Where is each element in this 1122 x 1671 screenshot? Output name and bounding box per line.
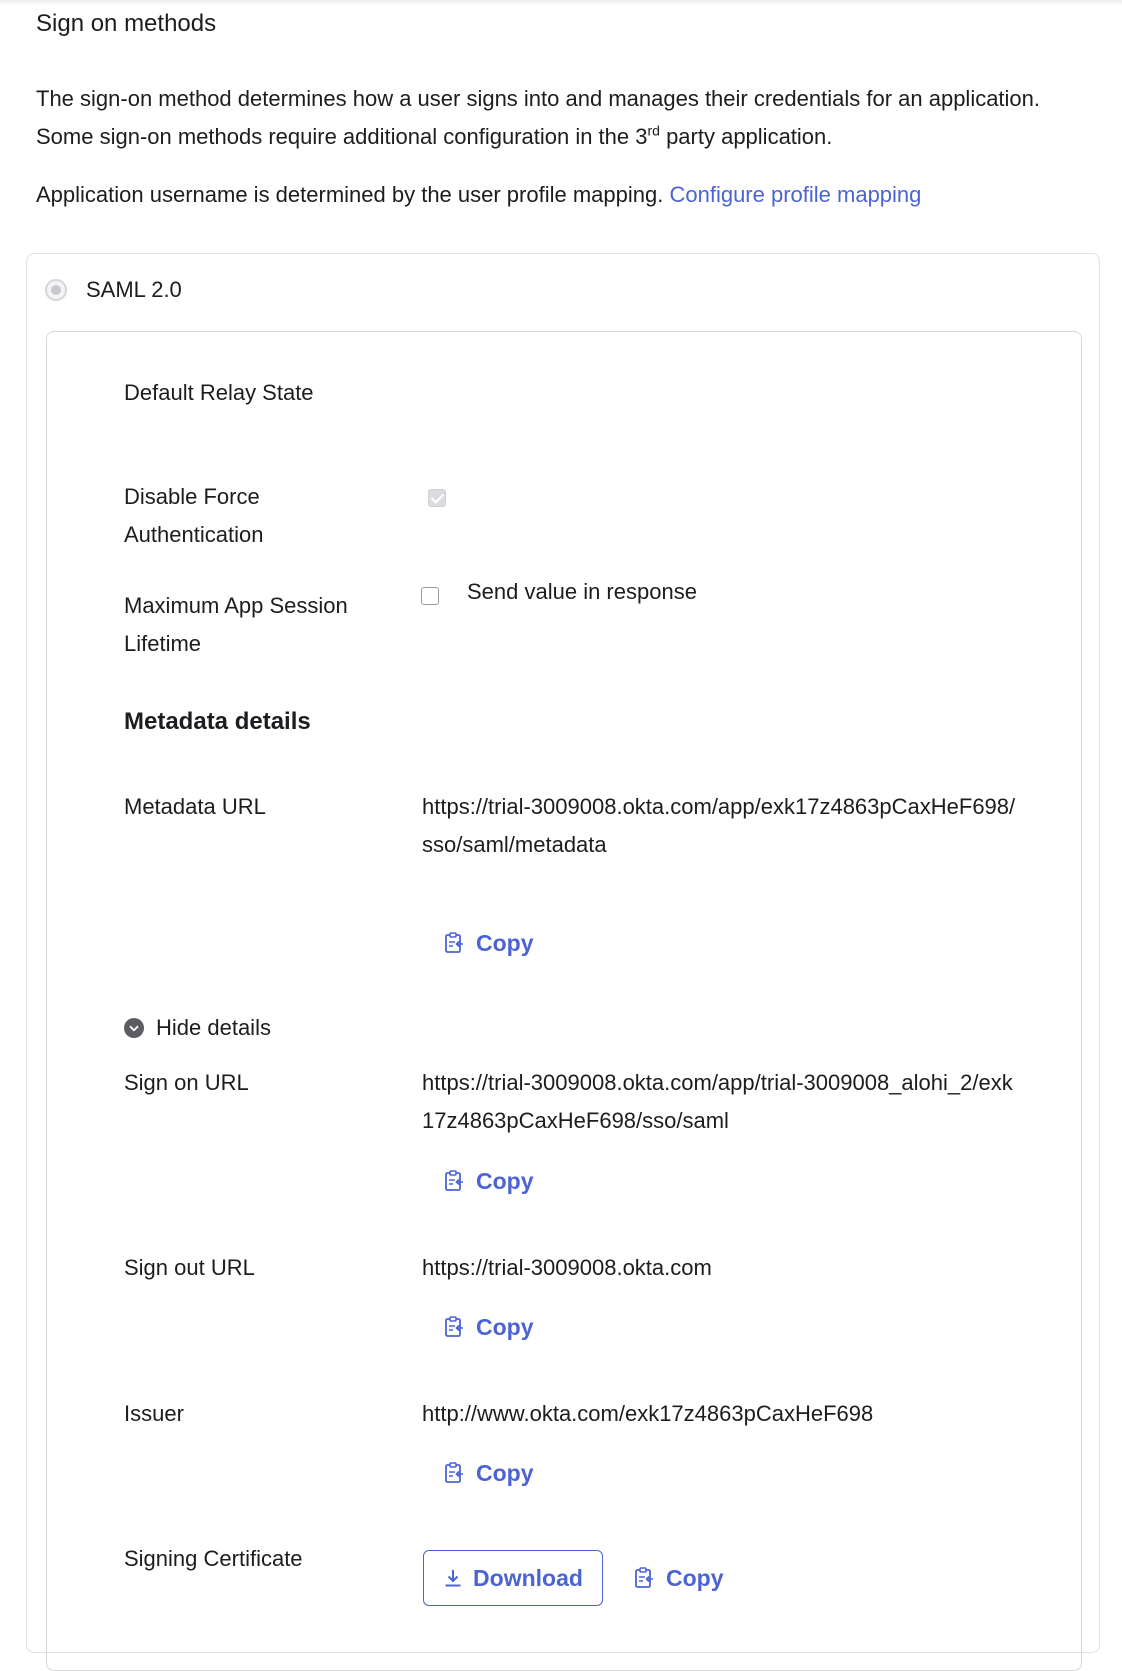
clipboard-copy-icon	[444, 1316, 464, 1338]
intro-part1: The sign-on method determines how a user signs into and manages their credentials for an application. Some sign-on methods require additional configuration in the 3	[36, 86, 1041, 149]
clipboard-copy-icon	[634, 1567, 654, 1589]
mapping-line	[36, 176, 921, 214]
disable-force-auth-checkbox[interactable]	[428, 489, 446, 507]
section-title: Sign on methods	[36, 10, 217, 37]
issuer-label: Issuer	[124, 1401, 184, 1426]
clipboard-copy-icon	[444, 932, 464, 954]
copy-label: Copy	[666, 1564, 724, 1591]
metadata-details-heading: Metadata details	[124, 708, 311, 735]
copy-metadata-url-button[interactable]	[444, 927, 534, 959]
intro-superscript: rd	[647, 122, 660, 139]
sign-on-url-value: https://trial-3009008.okta.com/app/trial-3009008_alohi_2/exk17z4863pCaxHeF698/sso/saml	[422, 1070, 1013, 1133]
intro-text	[36, 80, 1096, 156]
send-value-label: Send value in response	[467, 579, 697, 604]
download-certificate-button[interactable]	[423, 1550, 603, 1606]
download-icon	[443, 1568, 463, 1588]
signing-certificate-label: Signing Certificate	[124, 1546, 303, 1571]
mapping-text: Application username is determined by the user profile mapping.	[36, 182, 664, 207]
copy-certificate-button[interactable]	[634, 1562, 724, 1594]
copy-label: Copy	[476, 1167, 534, 1194]
metadata-url-label: Metadata URL	[124, 794, 266, 819]
hide-details-toggle[interactable]	[124, 1015, 271, 1041]
send-value-checkbox[interactable]	[421, 587, 439, 605]
sign-on-url-label: Sign on URL	[124, 1070, 249, 1095]
issuer-value: http://www.okta.com/exk17z4863pCaxHeF698	[422, 1401, 874, 1426]
copy-sign-out-url-button[interactable]	[444, 1311, 534, 1343]
clipboard-copy-icon	[444, 1462, 464, 1484]
hide-details-label: Hide details	[156, 1015, 271, 1040]
max-session-label: Maximum App Session Lifetime	[124, 593, 348, 656]
copy-label: Copy	[476, 1313, 534, 1340]
configure-profile-mapping-link[interactable]: Configure profile mapping	[669, 182, 922, 207]
default-relay-state-label: Default Relay State	[124, 380, 314, 405]
disable-force-auth-label: Disable Force Authentication	[124, 484, 264, 547]
metadata-url-value: https://trial-3009008.okta.com/app/exk17z4863pCaxHeF698/sso/saml/metadata	[422, 794, 1016, 857]
copy-sign-on-url-button[interactable]	[444, 1165, 534, 1197]
copy-label: Copy	[476, 1459, 534, 1486]
clipboard-copy-icon	[444, 1170, 464, 1192]
sign-out-url-label: Sign out URL	[124, 1255, 255, 1280]
top-divider	[0, 0, 1122, 6]
download-label: Download	[473, 1564, 583, 1591]
copy-issuer-button[interactable]	[444, 1457, 534, 1489]
saml-radio-label: SAML 2.0	[86, 277, 182, 302]
chevron-down-icon	[124, 1018, 144, 1038]
copy-label: Copy	[476, 929, 534, 956]
saml-radio-button[interactable]	[45, 279, 67, 301]
intro-part2: party application.	[659, 124, 833, 149]
sign-out-url-value: https://trial-3009008.okta.com	[422, 1255, 712, 1280]
